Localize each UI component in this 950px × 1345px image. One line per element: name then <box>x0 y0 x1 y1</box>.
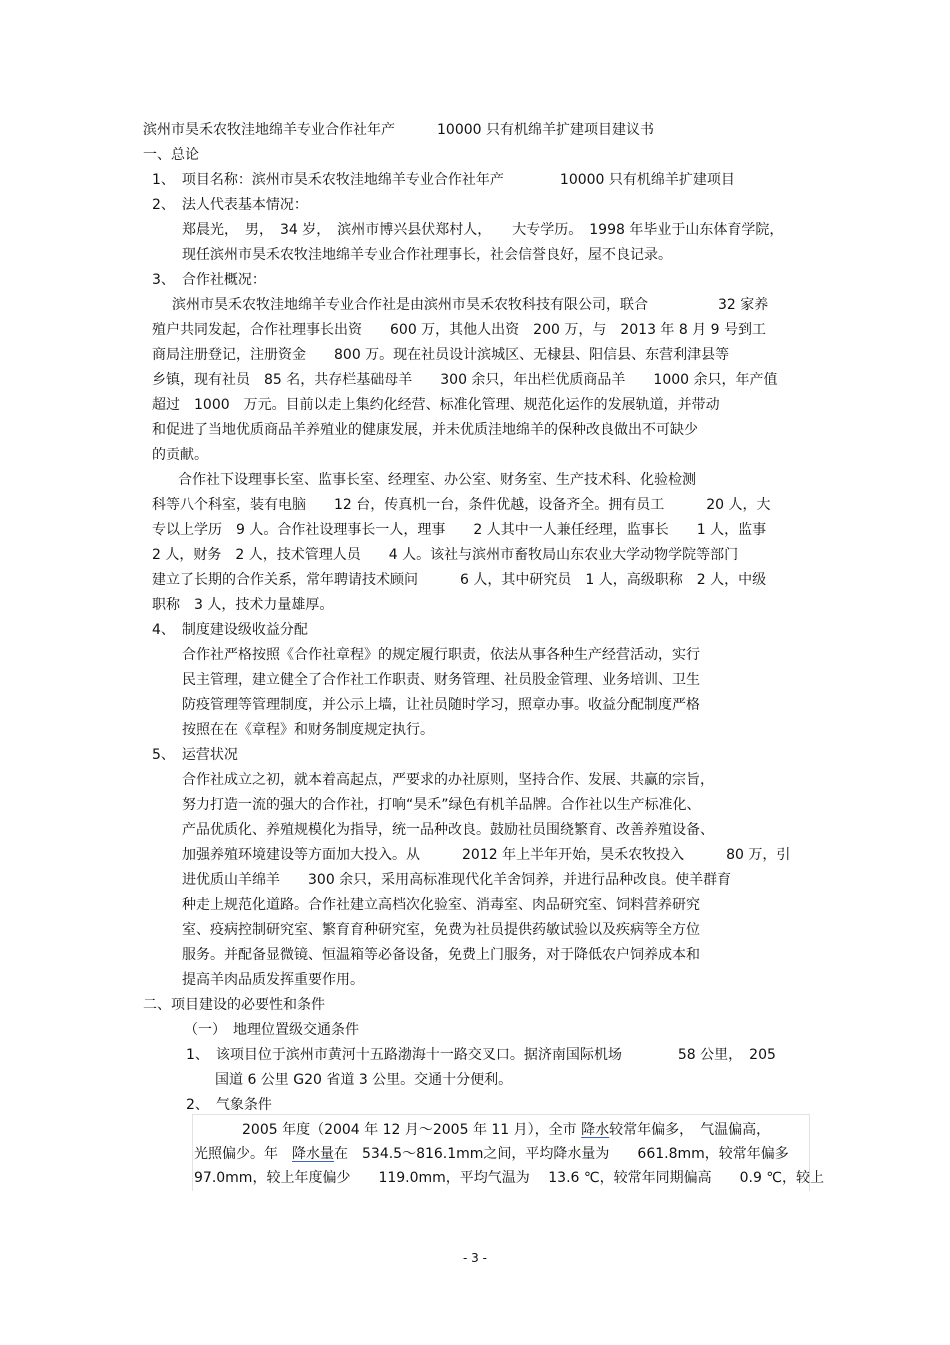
weather-line-2-post: 在 534.5～816.1mm之间，平均降水量为 661.8mm，较常年偏多 <box>334 1146 789 1162</box>
text-line: 合作社成立之初，就本着高起点，严要求的办社原则，坚持合作、发展、共赢的宗旨， <box>182 772 714 788</box>
text-line: 专以上学历 9 人。合作社设理事长一人，理事 2 人其中一人兼任经理，监事长 1 人，监事 <box>152 522 767 538</box>
text-line: （一） 地理位置级交通条件 <box>184 1022 359 1038</box>
text-line: 努力打造一流的强大的合作社，打响“昊禾”绿色有机羊品牌。合作社以生产标准化、 <box>182 797 701 813</box>
weather-line-3: 97.0mm，较上年度偏少 119.0mm，平均气温为 13.6 ℃，较常年同期偏高 0.9 ℃，较上 <box>194 1170 825 1186</box>
text-line: 5、 运营状况 <box>152 747 238 763</box>
weather-line-1-pre: 2005 年度（2004 年 12 月～2005 年 11 月），全市 <box>242 1122 582 1138</box>
text-line: 乡镇，现有社员 85 名，共存栏基础母羊 300 余只，年出栏优质商品羊 1000 余只，年产值 <box>152 372 778 388</box>
text-line: 二、项目建设的必要性和条件 <box>143 997 325 1013</box>
text-line: 按照在在《章程》和财务制度规定执行。 <box>182 722 434 738</box>
text-line: 产品优质化、养殖规模化为指导，统一品种改良。鼓励社员围绕繁育、改善养殖设备、 <box>182 822 714 838</box>
weather-line-2-underlined: 降水量 <box>292 1146 334 1162</box>
text-line: 商局注册登记，注册资金 800 万。现在社员设计滨城区、无棣县、阳信县、东营利津县等 <box>152 347 730 363</box>
text-line: 室、疫病控制研究室、繁育育种研究室，免费为社员提供药敏试验以及疾病等全方位 <box>182 922 700 938</box>
text-line: 进优质山羊绵羊 300 余只，采用高标准现代化羊舍饲养，并进行品种改良。使羊群育 <box>182 872 732 888</box>
text-line: 1、 该项目位于滨州市黄河十五路渤海十一路交叉口。据济南国际机场 58 公里， 205 <box>186 1047 776 1063</box>
weather-line-1-underlined: 降水 <box>581 1122 610 1138</box>
text-line: 3、 合作社概况： <box>152 272 266 288</box>
text-line: 种走上规范化道路。合作社建立高档次化验室、消毒室、肉品研究室、饲料营养研究 <box>182 897 700 913</box>
text-line: 职称 3 人，技术力量雄厚。 <box>152 597 334 613</box>
text-line: 服务。并配备显微镜、恒温箱等必备设备，免费上门服务，对于降低农户饲养成本和 <box>182 947 700 963</box>
text-line: 1、 项目名称：滨州市昊禾农牧洼地绵羊专业合作社年产 10000 只有机绵羊扩建项目 <box>152 172 735 188</box>
text-line: 建立了长期的合作关系，常年聘请技术顾问 6 人，其中研究员 1 人，高级职称 2 人，中级 <box>152 572 767 588</box>
text-line: 2、 气象条件 <box>186 1097 272 1113</box>
text-line: 超过 1000 万元。目前以走上集约化经营、标准化管理、规范化运作的发展轨道，并带动 <box>152 397 720 413</box>
text-line: 加强养殖环境建设等方面加大投入。从 2012 年上半年开始，昊禾农牧投入 80 万，引 <box>182 847 791 863</box>
weather-line-1 <box>242 1120 770 1140</box>
text-line: 现任滨州市昊禾农牧洼地绵羊专业合作社理事长，社会信誉良好，屋不良记录。 <box>182 247 672 263</box>
weather-line-1-post: 较常年偏多， 气温偏高， <box>609 1122 771 1138</box>
page-number: - 3 - <box>463 1251 487 1265</box>
text-line: 合作社下设理事长室、监事长室、经理室、办公室、财务室、生产技术科、化验检测 <box>178 472 696 488</box>
text-line: 郑晨光， 男， 34 岁， 滨州市博兴县伏郑村人， 大专学历。 1998 年毕业于山东体育学院， <box>182 222 784 238</box>
text-line: 防疫管理等管理制度，并公示上墙，让社员随时学习，照章办事。收益分配制度严格 <box>182 697 700 713</box>
text-line: 科等八个科室，装有电脑 12 台，传真机一台，条件优越，设备齐全。拥有员工 20 人，大 <box>152 497 771 513</box>
text-line: 国道 6 公里 G20 省道 3 公里。交通十分便利。 <box>215 1072 513 1088</box>
text-line: 合作社严格按照《合作社章程》的规定履行职责，依法从事各种生产经营活动，实行 <box>182 647 700 663</box>
weather-line-2-pre: 光照偏少。年 <box>194 1146 292 1162</box>
text-line: 4、 制度建设级收益分配 <box>152 622 308 638</box>
text-line: 和促进了当地优质商品羊养殖业的健康发展，并未优质洼地绵羊的保种改良做出不可缺少 <box>152 422 698 438</box>
weather-line-2 <box>194 1144 789 1164</box>
text-line: 2 人，财务 2 人，技术管理人员 4 人。该社与滨州市畜牧局山东农业大学动物学院等部门 <box>152 547 739 563</box>
text-line: 的贡献。 <box>152 447 208 463</box>
text-line: 提高羊肉品质发挥重要作用。 <box>182 972 364 988</box>
text-line: 一、总论 <box>143 147 199 163</box>
text-line: 殖户共同发起，合作社理事长出资 600 万，其他人出资 200 万，与 2013 年 8 月 9 号到工 <box>152 322 767 338</box>
text-line: 2、 法人代表基本情况： <box>152 197 308 213</box>
text-line: 滨州市昊禾农牧洼地绵羊专业合作社年产 10000 只有机绵羊扩建项目建议书 <box>143 122 654 138</box>
text-line: 滨州市昊禾农牧洼地绵羊专业合作社是由滨州市昊禾农牧科技有限公司，联合 32 家养 <box>172 297 769 313</box>
text-line: 民主管理，建立健全了合作社工作职责、财务管理、社员股金管理、业务培训、卫生 <box>182 672 700 688</box>
